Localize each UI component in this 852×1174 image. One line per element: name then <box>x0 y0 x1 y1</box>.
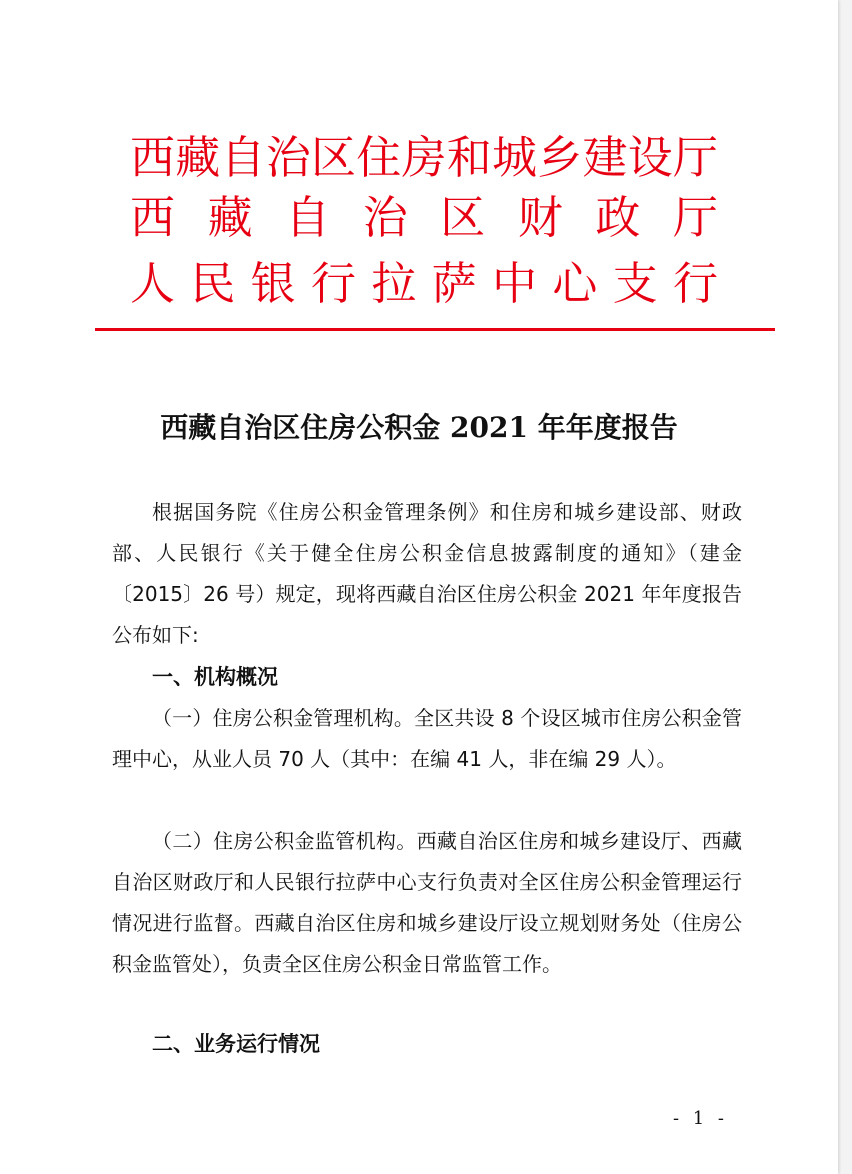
section-2-heading: 二、业务运行情况 <box>152 1032 320 1056</box>
section-1-heading: 一、机构概况 <box>152 665 278 689</box>
section-1-item-1: （一）住房公积金管理机构。全区共设 8 个设区城市住房公积金管理中心，从业人员 70 人（其中：在编 41 人，非在编 29 人）。 <box>112 706 742 771</box>
intro-paragraph: 根据国务院《住房公积金管理条例》和住房和城乡建设部、财政部、人民银行《关于健全住房公积金信息披露制度的通知》（建金〔2015〕26 号）规定，现将西藏自治区住房公积金 2021 年年度报告公布如下: <box>112 500 742 647</box>
red-divider <box>95 328 775 331</box>
section-1-item-2: （二）住房公积金监管机构。西藏自治区住房和城乡建设厅、西藏自治区财政厅和人民银行拉萨中心支行负责对全区住房公积金管理运行情况进行监督。西藏自治区住房和城乡建设厅设立规划财务处（住房公积金监管处），负责全区住房公积金日常监管工作。 <box>112 829 742 976</box>
issuer-line-1: 西藏自治区住房和城乡建设厅 <box>130 131 718 184</box>
issuer-line-2: 西藏自治区财政厅 <box>130 191 718 244</box>
page-number: - 1 - <box>672 1108 728 1129</box>
issuer-line-3: 人民银行拉萨中心支行 <box>130 257 718 310</box>
document-title: 西藏自治区住房公积金 2021 年年度报告 <box>160 411 678 444</box>
